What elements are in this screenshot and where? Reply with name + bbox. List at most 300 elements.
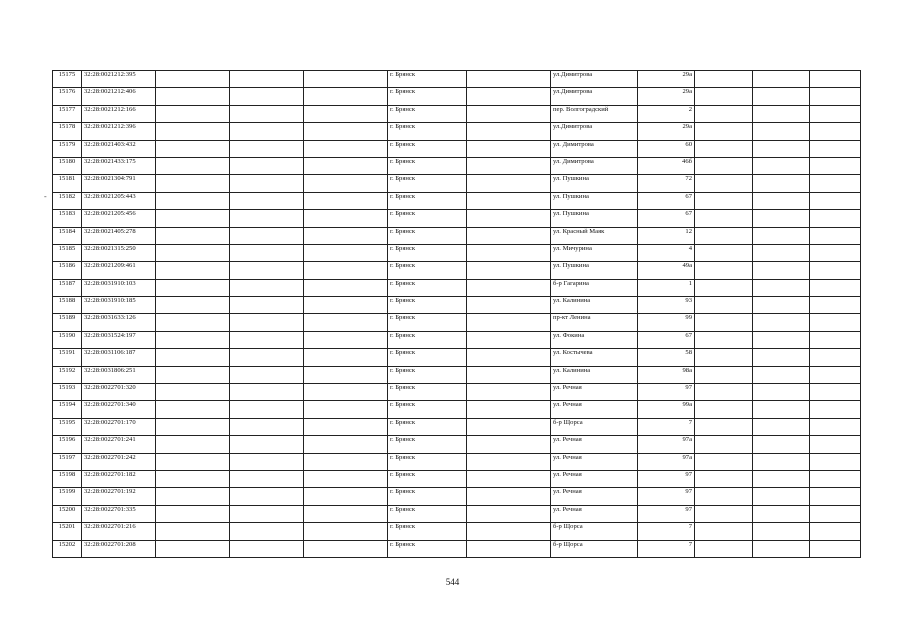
cell-empty [467, 349, 551, 366]
cell-num: 15177 [53, 105, 82, 122]
cell-empty [467, 140, 551, 157]
cell-empty [230, 192, 304, 209]
cell-empty [467, 453, 551, 470]
cell-empty [156, 140, 230, 157]
cell-empty [467, 279, 551, 296]
cell-empty [156, 279, 230, 296]
cell-cadastral: 32:28:0022701:208 [82, 540, 156, 557]
cell-empty [753, 88, 810, 105]
cell-street: ул. Речная [551, 470, 638, 487]
cell-empty [695, 488, 753, 505]
cell-street: б-р Щорса [551, 418, 638, 435]
table-row [53, 262, 861, 279]
cell-empty [230, 540, 304, 557]
cell-house: 67 [638, 331, 695, 348]
cell-empty [467, 470, 551, 487]
cell-cadastral: 32:28:0031633:126 [82, 314, 156, 331]
table-row [53, 157, 861, 174]
cell-street: ул.Димитрова [551, 123, 638, 140]
cell-cadastral: 32:28:0021212:395 [82, 71, 156, 88]
cell-num: 15185 [53, 244, 82, 261]
cell-num: 15191 [53, 349, 82, 366]
page-number: 544 [445, 577, 460, 587]
cell-empty [467, 192, 551, 209]
cell-cadastral: 32:28:0021304:791 [82, 175, 156, 192]
cell-empty [230, 244, 304, 261]
cell-house: 49а [638, 262, 695, 279]
cell-house: 46б [638, 157, 695, 174]
cell-empty [810, 453, 861, 470]
cell-num: 15178 [53, 123, 82, 140]
cell-empty [810, 297, 861, 314]
table-row [53, 366, 861, 383]
cell-cadastral: 32:28:0022701:340 [82, 401, 156, 418]
cell-empty [695, 436, 753, 453]
cell-empty [156, 366, 230, 383]
cell-cadastral: 32:28:0021205:443 [82, 192, 156, 209]
cell-street: ул. Пушкина [551, 262, 638, 279]
cell-city: г. Брянск [388, 488, 467, 505]
cell-house: 7 [638, 540, 695, 557]
cell-empty [695, 314, 753, 331]
cell-empty [753, 71, 810, 88]
cell-house: 1 [638, 279, 695, 296]
cell-street: ул. Костычева [551, 349, 638, 366]
cell-city: г. Брянск [388, 71, 467, 88]
cell-city: г. Брянск [388, 470, 467, 487]
cell-house: 72 [638, 175, 695, 192]
cell-empty [753, 540, 810, 557]
cell-empty [304, 523, 388, 540]
cell-num: 15190 [53, 331, 82, 348]
cell-empty [230, 384, 304, 401]
scan-mark: - [44, 192, 47, 201]
cell-empty [230, 227, 304, 244]
cell-empty [156, 192, 230, 209]
cell-empty [810, 262, 861, 279]
table-row [53, 505, 861, 522]
cell-cadastral: 32:28:0022701:320 [82, 384, 156, 401]
cell-street: ул. Речная [551, 453, 638, 470]
cell-cadastral: 32:28:0022701:241 [82, 436, 156, 453]
cell-house: 7 [638, 418, 695, 435]
cell-empty [304, 210, 388, 227]
cell-house: 99 [638, 314, 695, 331]
cell-empty [230, 88, 304, 105]
cell-empty [753, 227, 810, 244]
cell-city: г. Брянск [388, 262, 467, 279]
cell-street: ул. Димитрова [551, 140, 638, 157]
cell-empty [304, 505, 388, 522]
cell-empty [230, 157, 304, 174]
cell-empty [156, 244, 230, 261]
cell-cadastral: 32:28:0021212:396 [82, 123, 156, 140]
cell-empty [695, 192, 753, 209]
cell-street: ул. Красный Маяк [551, 227, 638, 244]
cell-cadastral: 32:28:0031910:103 [82, 279, 156, 296]
cell-empty [753, 157, 810, 174]
cell-empty [230, 470, 304, 487]
cell-house: 29а [638, 123, 695, 140]
cell-empty [304, 384, 388, 401]
cell-city: г. Брянск [388, 314, 467, 331]
cell-empty [230, 140, 304, 157]
cell-house: 12 [638, 227, 695, 244]
cell-empty [156, 88, 230, 105]
cell-empty [810, 140, 861, 157]
cell-empty [753, 366, 810, 383]
cell-city: г. Брянск [388, 88, 467, 105]
cell-empty [304, 488, 388, 505]
cell-empty [156, 71, 230, 88]
cell-empty [304, 436, 388, 453]
cell-empty [753, 210, 810, 227]
cell-cadastral: 32:28:0021205:456 [82, 210, 156, 227]
cell-empty [467, 105, 551, 122]
cell-empty [230, 436, 304, 453]
cell-empty [753, 140, 810, 157]
cell-empty [695, 349, 753, 366]
cell-num: 15199 [53, 488, 82, 505]
cell-street: ул. Речная [551, 384, 638, 401]
cell-empty [695, 227, 753, 244]
cell-cadastral: 32:28:0022701:182 [82, 470, 156, 487]
cell-empty [467, 123, 551, 140]
cell-empty [753, 297, 810, 314]
cell-empty [230, 505, 304, 522]
registry-table-body [53, 71, 861, 558]
cell-empty [304, 175, 388, 192]
cell-street: ул. Речная [551, 436, 638, 453]
cell-empty [156, 210, 230, 227]
cell-empty [695, 418, 753, 435]
cell-empty [467, 71, 551, 88]
cell-empty [230, 366, 304, 383]
cell-num: 15187 [53, 279, 82, 296]
cell-empty [304, 88, 388, 105]
table-row [53, 314, 861, 331]
cell-empty [304, 279, 388, 296]
cell-city: г. Брянск [388, 244, 467, 261]
cell-empty [695, 470, 753, 487]
cell-empty [695, 244, 753, 261]
cell-empty [156, 436, 230, 453]
cell-city: г. Брянск [388, 453, 467, 470]
cell-num: 15197 [53, 453, 82, 470]
cell-empty [810, 384, 861, 401]
cell-street: ул.Димитрова [551, 88, 638, 105]
cell-empty [304, 192, 388, 209]
cell-street: ул.Димитрова [551, 71, 638, 88]
cell-house: 93 [638, 297, 695, 314]
cell-empty [695, 384, 753, 401]
cell-empty [156, 227, 230, 244]
cell-street: б-р Гагарина [551, 279, 638, 296]
cell-street: пер. Волгоградский [551, 105, 638, 122]
cell-empty [230, 279, 304, 296]
cell-city: г. Брянск [388, 192, 467, 209]
cell-empty [467, 331, 551, 348]
cell-house: 97 [638, 384, 695, 401]
cell-empty [695, 523, 753, 540]
cell-cadastral: 32:28:0021403:432 [82, 140, 156, 157]
cell-empty [156, 540, 230, 557]
cell-empty [810, 123, 861, 140]
table-row [53, 297, 861, 314]
cell-empty [156, 105, 230, 122]
cell-house: 29а [638, 88, 695, 105]
cell-cadastral: 32:28:0031910:185 [82, 297, 156, 314]
cell-empty [304, 244, 388, 261]
cell-empty [304, 349, 388, 366]
cell-empty [467, 314, 551, 331]
cell-empty [810, 540, 861, 557]
cell-city: г. Брянск [388, 140, 467, 157]
cell-cadastral: 32:28:0021212:166 [82, 105, 156, 122]
cell-city: г. Брянск [388, 175, 467, 192]
cell-empty [753, 192, 810, 209]
cell-cadastral: 32:28:0031524:197 [82, 331, 156, 348]
cell-empty [467, 384, 551, 401]
cell-empty [467, 210, 551, 227]
table-row [53, 331, 861, 348]
cell-street: б-р Щорса [551, 523, 638, 540]
cell-empty [810, 157, 861, 174]
cell-empty [230, 401, 304, 418]
table-row [53, 540, 861, 557]
cell-empty [230, 488, 304, 505]
cell-empty [695, 331, 753, 348]
cell-house: 97 [638, 470, 695, 487]
cell-street: ул. Мичурина [551, 244, 638, 261]
cell-city: г. Брянск [388, 505, 467, 522]
cell-empty [753, 349, 810, 366]
cell-empty [467, 175, 551, 192]
cell-city: г. Брянск [388, 157, 467, 174]
cell-empty [230, 314, 304, 331]
cell-house: 97 [638, 488, 695, 505]
cell-city: г. Брянск [388, 105, 467, 122]
cell-street: пр-кт Ленина [551, 314, 638, 331]
cell-empty [695, 140, 753, 157]
table-row [53, 244, 861, 261]
cell-empty [467, 523, 551, 540]
cell-num: 15176 [53, 88, 82, 105]
cell-empty [810, 175, 861, 192]
cell-empty [810, 244, 861, 261]
table-row [53, 140, 861, 157]
cell-empty [230, 71, 304, 88]
cell-street: ул. Калинина [551, 366, 638, 383]
cell-empty [467, 88, 551, 105]
cell-empty [753, 418, 810, 435]
cell-empty [304, 418, 388, 435]
cell-num: 15194 [53, 401, 82, 418]
cell-empty [695, 210, 753, 227]
cell-empty [230, 297, 304, 314]
cell-num: 15196 [53, 436, 82, 453]
cell-empty [810, 210, 861, 227]
cell-empty [695, 262, 753, 279]
cell-empty [156, 384, 230, 401]
cell-empty [156, 262, 230, 279]
cell-num: 15186 [53, 262, 82, 279]
cell-empty [304, 297, 388, 314]
cell-num: 15193 [53, 384, 82, 401]
cell-empty [695, 71, 753, 88]
cell-empty [156, 453, 230, 470]
cell-empty [810, 227, 861, 244]
cell-city: г. Брянск [388, 418, 467, 435]
cell-empty [156, 349, 230, 366]
cell-street: ул. Речная [551, 488, 638, 505]
cell-num: 15189 [53, 314, 82, 331]
cell-city: г. Брянск [388, 523, 467, 540]
cell-num: 15202 [53, 540, 82, 557]
cell-city: г. Брянск [388, 366, 467, 383]
cell-city: г. Брянск [388, 436, 467, 453]
cell-city: г. Брянск [388, 540, 467, 557]
table-row [53, 227, 861, 244]
cell-city: г. Брянск [388, 227, 467, 244]
cell-empty [304, 401, 388, 418]
cell-num: 15184 [53, 227, 82, 244]
cell-house: 29а [638, 71, 695, 88]
cell-empty [753, 244, 810, 261]
cell-empty [467, 436, 551, 453]
cell-cadastral: 32:28:0022701:216 [82, 523, 156, 540]
cell-house: 98а [638, 366, 695, 383]
cell-city: г. Брянск [388, 123, 467, 140]
cell-empty [753, 453, 810, 470]
cell-empty [230, 523, 304, 540]
cell-city: г. Брянск [388, 331, 467, 348]
table-row [53, 436, 861, 453]
cell-city: г. Брянск [388, 297, 467, 314]
cell-empty [753, 384, 810, 401]
cell-empty [230, 123, 304, 140]
cell-cadastral: 32:28:0021315:250 [82, 244, 156, 261]
cell-cadastral: 32:28:0021433:175 [82, 157, 156, 174]
cell-empty [230, 331, 304, 348]
cell-street: ул. Речная [551, 505, 638, 522]
cell-empty [230, 418, 304, 435]
cell-empty [304, 262, 388, 279]
table-row [53, 71, 861, 88]
cell-empty [753, 401, 810, 418]
cell-empty [753, 175, 810, 192]
cell-empty [753, 314, 810, 331]
cell-empty [753, 262, 810, 279]
cell-street: ул. Фокина [551, 331, 638, 348]
cell-empty [304, 540, 388, 557]
cell-empty [753, 488, 810, 505]
cell-street: ул. Пушкина [551, 210, 638, 227]
cell-empty [304, 71, 388, 88]
cell-empty [304, 366, 388, 383]
cell-empty [230, 349, 304, 366]
cell-cadastral: 32:28:0021209:461 [82, 262, 156, 279]
cell-cadastral: 32:28:0022701:335 [82, 505, 156, 522]
cell-empty [753, 279, 810, 296]
table-row [53, 192, 861, 209]
cell-city: г. Брянск [388, 210, 467, 227]
cell-empty [467, 227, 551, 244]
cell-empty [467, 244, 551, 261]
cell-street: ул. Речная [551, 401, 638, 418]
table-row [53, 470, 861, 487]
cell-empty [810, 71, 861, 88]
cell-empty [753, 331, 810, 348]
cell-empty [230, 453, 304, 470]
cell-empty [304, 470, 388, 487]
cell-empty [467, 488, 551, 505]
cell-house: 58 [638, 349, 695, 366]
cell-num: 15192 [53, 366, 82, 383]
cell-street: ул. Димитрова [551, 157, 638, 174]
cell-empty [230, 210, 304, 227]
cell-empty [304, 105, 388, 122]
cell-empty [695, 105, 753, 122]
cell-house: 97а [638, 453, 695, 470]
cell-cadastral: 32:28:0031806:251 [82, 366, 156, 383]
cell-num: 15181 [53, 175, 82, 192]
cell-empty [810, 314, 861, 331]
cell-empty [156, 175, 230, 192]
cell-house: 67 [638, 192, 695, 209]
cell-cadastral: 32:28:0022701:192 [82, 488, 156, 505]
cell-empty [695, 401, 753, 418]
cell-empty [304, 227, 388, 244]
table-row [53, 418, 861, 435]
cell-empty [695, 453, 753, 470]
table-row [53, 453, 861, 470]
cell-num: 15188 [53, 297, 82, 314]
cell-empty [156, 418, 230, 435]
cell-empty [810, 505, 861, 522]
cell-empty [810, 401, 861, 418]
cell-empty [810, 192, 861, 209]
registry-table [52, 70, 861, 558]
cell-empty [753, 436, 810, 453]
cell-empty [810, 349, 861, 366]
cell-house: 4 [638, 244, 695, 261]
cell-empty [156, 401, 230, 418]
cell-house: 99а [638, 401, 695, 418]
cell-empty [695, 366, 753, 383]
cell-num: 15195 [53, 418, 82, 435]
cell-city: г. Брянск [388, 279, 467, 296]
cell-street: ул. Пушкина [551, 175, 638, 192]
cell-empty [467, 401, 551, 418]
table-row [53, 175, 861, 192]
cell-cadastral: 32:28:0031106:187 [82, 349, 156, 366]
cell-empty [753, 505, 810, 522]
cell-empty [753, 523, 810, 540]
cell-empty [753, 470, 810, 487]
cell-empty [810, 366, 861, 383]
cell-empty [467, 297, 551, 314]
table-row [53, 105, 861, 122]
cell-empty [467, 157, 551, 174]
cell-empty [156, 488, 230, 505]
cell-empty [810, 331, 861, 348]
cell-empty [156, 470, 230, 487]
cell-city: г. Брянск [388, 401, 467, 418]
cell-city: г. Брянск [388, 349, 467, 366]
cell-empty [810, 488, 861, 505]
cell-empty [695, 279, 753, 296]
